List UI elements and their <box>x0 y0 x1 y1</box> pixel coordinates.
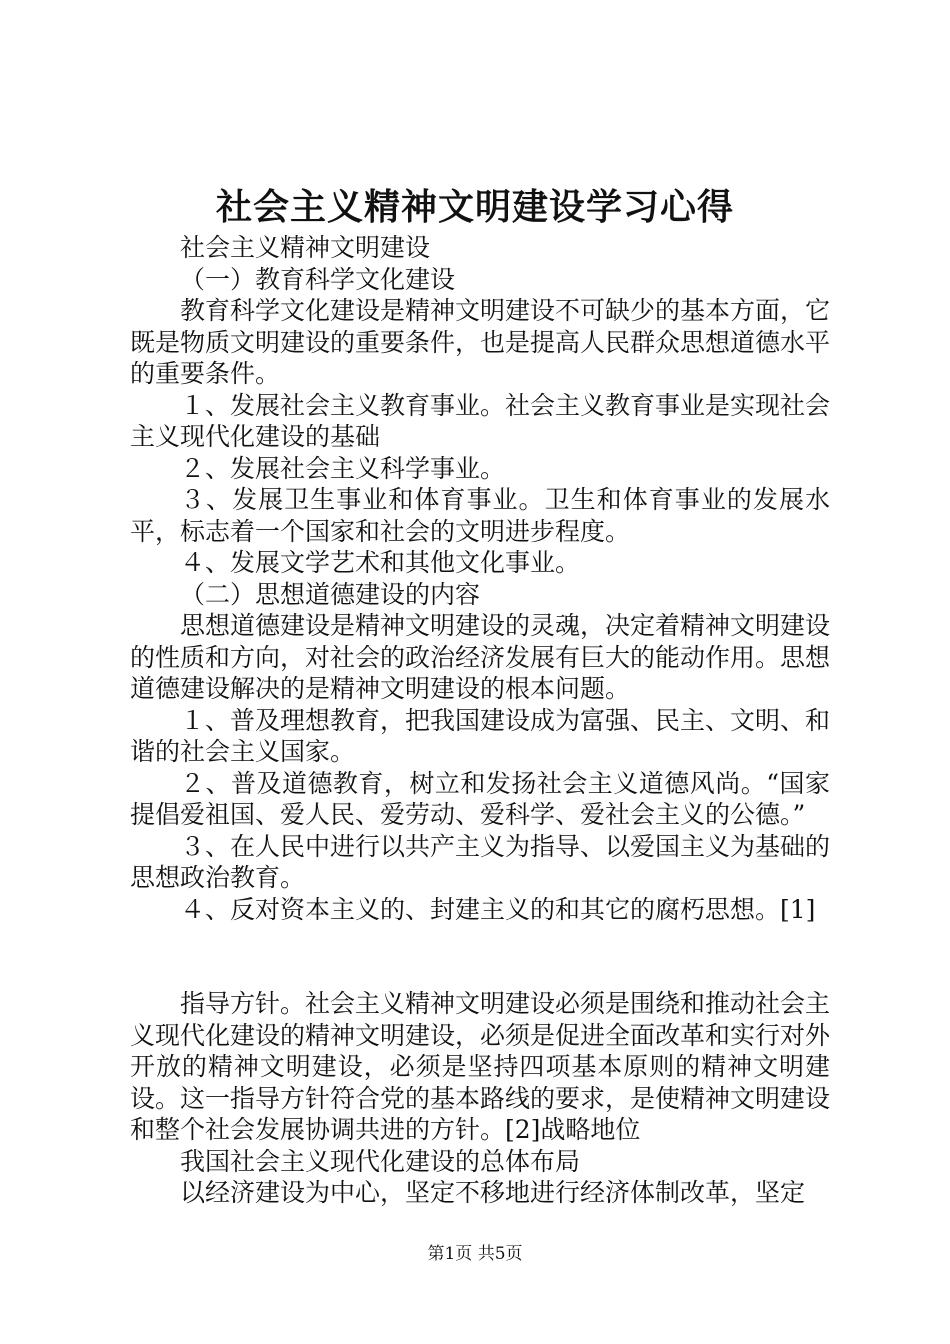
paragraph-list-item: ２、普及道德教育，树立和发扬社会主义道德风尚。“国家提倡爱祖国、爱人民、爱劳动、爱科学、爱社会主义的公德。” <box>130 768 830 829</box>
paragraph-heading-section-1: （一）教育科学文化建设 <box>180 264 456 294</box>
paragraph: 我国社会主义现代化建设的总体布局 <box>180 1146 581 1176</box>
paragraph: 指导方针。社会主义精神文明建设必须是围绕和推动社会主义现代化建设的精神文明建设，必须是促进全面改革和实行对外开放的精神文明建设，必须是坚持四项基本原则的精神文明建设。这一指导方针符合党的基本路线的要求，是使精神文明建设和整个社会发展协调共进的方针。[2]战略地位 <box>130 989 831 1144</box>
document-title: 社会主义精神文明建设学习心得 <box>215 187 734 228</box>
blank-line <box>130 925 830 988</box>
paragraph-list-item: ２、发展社会主义科学事业。 <box>180 453 506 483</box>
paragraph-list-item: ３、在人民中进行以共产主义为指导、以爱国主义为基础的思想政治教育。 <box>130 831 831 892</box>
page-footer: 第1页 共5页 <box>427 1244 523 1264</box>
paragraph: 思想道德建设是精神文明建设的灵魂，决定着精神文明建设的性质和方向，对社会的政治经济发展有巨大的能动作用。思想道德建设解决的是精神文明建设的根本问题。 <box>130 611 831 703</box>
paragraph-list-item: ３、发展卫生事业和体育事业。卫生和体育事业的发展水平，标志着一个国家和社会的文明进步程度。 <box>130 485 830 546</box>
paragraph-heading-main: 社会主义精神文明建设 <box>180 233 431 262</box>
paragraph-heading-section-2: （二）思想道德建设的内容 <box>180 579 481 609</box>
paragraph-list-item: ４、发展文学艺术和其他文化事业。 <box>180 548 581 577</box>
paragraph: 以经济建设为中心，坚定不移地进行经济体制改革，坚定 <box>180 1178 806 1207</box>
paragraph-list-item: ４、反对资本主义的、封建主义的和其它的腐朽思想。[1] <box>180 894 816 924</box>
document-body <box>130 232 830 1209</box>
paragraph-list-item: １、发展社会主义教育事业。社会主义教育事业是实现社会主义现代化建设的基础 <box>130 390 831 451</box>
paragraph-list-item: １、普及理想教育，把我国建设成为富强、民主、文明、和谐的社会主义国家。 <box>130 705 831 766</box>
paragraph: 教育科学文化建设是精神文明建设不可缺少的基本方面，它既是物质文明建设的重要条件，也是提高人民群众思想道德水平的重要条件。 <box>130 296 831 388</box>
